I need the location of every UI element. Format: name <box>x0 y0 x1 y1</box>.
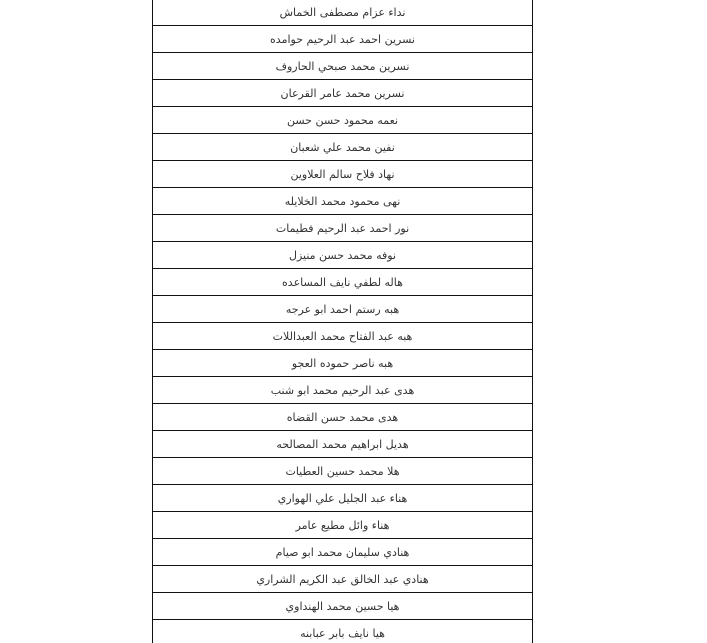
table-row: هاله لطفي نايف المساعده <box>153 269 532 296</box>
table-row: هبه رستم احمد ابو عرجه <box>153 296 532 323</box>
table-row: هناء عبد الجليل علي الهواري <box>153 485 532 512</box>
table-row: نداء عزام مصطفى الخماش <box>153 0 532 26</box>
table-row: هبه عبد الفتاح محمد العبداللات <box>153 323 532 350</box>
table-row: نور احمد عبد الرحيم فطيمات <box>153 215 532 242</box>
table-row: نهاد فلاح سالم العلاوين <box>153 161 532 188</box>
table-row: هنادي سليمان محمد ابو صيام <box>153 539 532 566</box>
table-row: نسرين محمد عامر القرعان <box>153 80 532 107</box>
table-row: هيا نايف بابر عبابنه <box>300 626 385 640</box>
table-row: هناء وائل مطيع عامر <box>153 512 532 539</box>
names-table <box>152 0 533 643</box>
table-row: هدى عبد الرحيم محمد ابو شنب <box>153 377 532 404</box>
table-row: نعمه محمود حسن حسن <box>153 107 532 134</box>
table-row: نوفه محمد حسن منيزل <box>153 242 532 269</box>
table-row: هدى محمد حسن القضاه <box>153 404 532 431</box>
table-row: هيا حسين محمد الهنداوي <box>153 593 532 620</box>
table-row: هنادي عبد الخالق عبد الكريم الشراري <box>153 566 532 593</box>
table-row: نسرين محمد صبحي الحاروف <box>153 53 532 80</box>
table-row: هبه ناصر حموده العجو <box>153 350 532 377</box>
table-row: نهى محمود محمد الخلايله <box>153 188 532 215</box>
table-row: نفين محمد علي شعبان <box>153 134 532 161</box>
table-row: نسرين احمد عبد الرحيم حوامده <box>153 26 532 53</box>
table-row: هديل ابراهيم محمد المصالحه <box>153 431 532 458</box>
table-row: هلا محمد حسين العطيات <box>153 458 532 485</box>
